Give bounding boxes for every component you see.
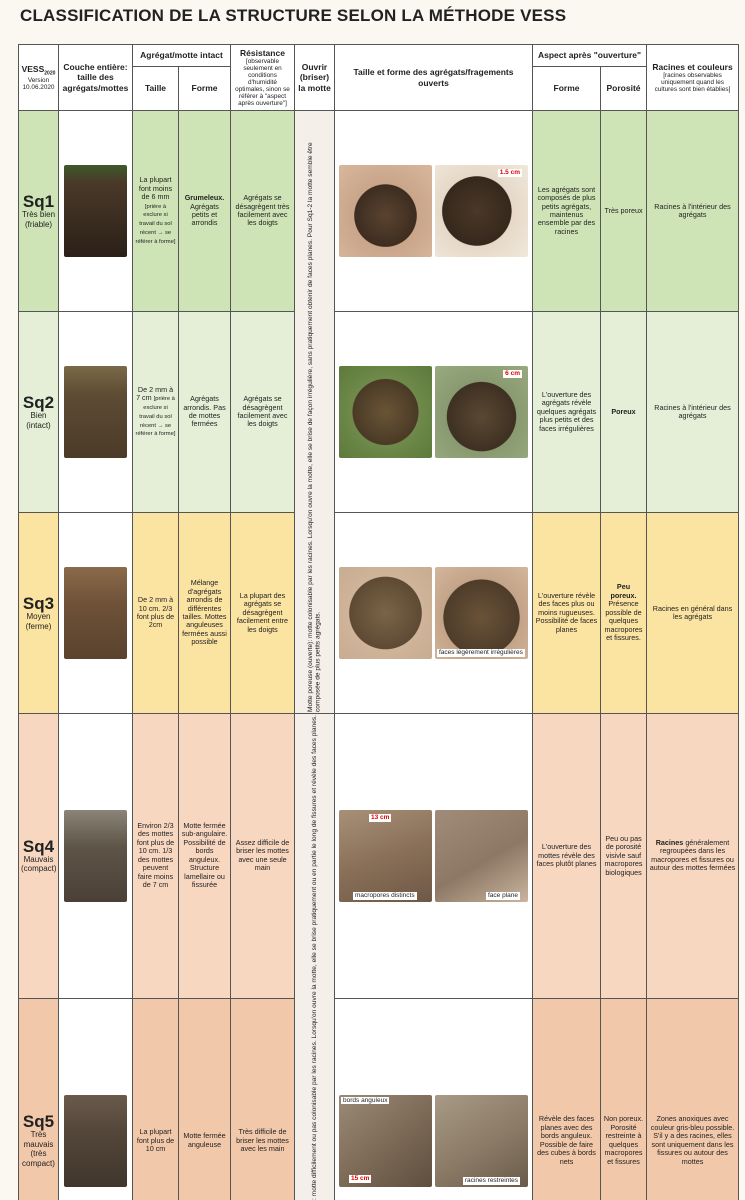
resistance-cell: Agrégats se désagrègent facilement avec les doigts bbox=[231, 312, 295, 513]
forme2-cell: L'ouverture révèle des faces plus ou moins rugueuses. Possibilité de faces planes bbox=[533, 513, 601, 714]
forme2-cell: Révèle des faces planes avec des bbox=[533, 998, 601, 1200]
aggregate-photos: bords anguleux bbox=[335, 998, 533, 1200]
forme-cell: Grumeleux. Agrégats petits et arrondis bbox=[179, 111, 231, 312]
forme-cell: Agrégats arrondis. Pas de mottes fermées bbox=[179, 312, 231, 513]
porosite-cell: Très poreux bbox=[601, 111, 647, 312]
header-taille: Taille bbox=[133, 67, 179, 111]
header-ouvrir: Ouvrir (briser) la motte bbox=[295, 45, 335, 111]
header-couche: Couche entière: taille des agrégats/mottes bbox=[59, 45, 133, 111]
forme-cell: Motte fermée sub-angulaire. Possibilité de bords anguleux. Structure lamellaire ou fissurée bbox=[179, 714, 231, 999]
porosite-cell: Peu ou pas de porosité visivle sauf macropores biologiques bbox=[601, 714, 647, 999]
porosite-cell: Non poreux. Porosité bbox=[601, 998, 647, 1200]
resistance-cell bbox=[231, 998, 295, 1200]
forme-cell bbox=[179, 998, 231, 1200]
racines-cell: Racines en général dans les agrégats bbox=[647, 513, 739, 714]
ouvrir-dense-cell: Motte peu poreuse (fermée): motte difficilement ou pas colonisable par les racines. Lorsqu'on ouvre la motte, elle se brise pratiquement ou en partie le long de fissures et révèle des faces planes. bbox=[295, 714, 335, 1200]
sq-cell: Sq2 Bien (intact) bbox=[19, 312, 59, 513]
soil-core-photo bbox=[59, 513, 133, 714]
aggregate-photos: 6 cm bbox=[335, 312, 533, 513]
taille-cell: De 2 mm à 10 cm. 2/3 font plus de 2cm bbox=[133, 513, 179, 714]
forme-cell: Mélange d'agrégats arrondis de différentes tailles. Mottes anguleuses fermées aussi possible bbox=[179, 513, 231, 714]
page-title: CLASSIFICATION DE LA STRUCTURE SELON LA MÉTHODE VESS bbox=[20, 6, 566, 26]
taille-cell: Environ 2/3 des mottes font plus de 10 cm. 1/3 des mottes peuvent faire moins de 7 cm bbox=[133, 714, 179, 999]
table-row-sq2 bbox=[19, 312, 739, 513]
header-forme2: Forme bbox=[533, 67, 601, 111]
porosite-cell: Poreux bbox=[601, 312, 647, 513]
resistance-cell: La plupart des agrégats se désagrègent facilement entre les doigts bbox=[231, 513, 295, 714]
table-row-sq4 bbox=[19, 714, 739, 999]
soil-core-photo bbox=[59, 998, 133, 1200]
resistance-cell: Agrégats se désagrègent très facilement avec les doigts bbox=[231, 111, 295, 312]
header-forme: Forme bbox=[179, 67, 231, 111]
resistance-cell: Assez difficile de briser les mottes avec une seule main bbox=[231, 714, 295, 999]
ouvrir-porous-cell: Motte poreuse (ouverte): motte colonisable par les racines. Lorsqu'on ouvre la motte, elle se brise de façon irrégulière, sans pratiquement obtenir de faces planes. Pour Sq1-2 la motte semble être composée de plus petits agrégats. bbox=[295, 111, 335, 714]
sq-cell: Sq1 Très bien (friable) bbox=[19, 111, 59, 312]
forme2-cell: L'ouverture des agrégats révèle quelques agrégats plus petits et des faces irrégulières bbox=[533, 312, 601, 513]
table-row-sq1 bbox=[19, 111, 739, 312]
soil-core-photo bbox=[59, 714, 133, 999]
sq-cell: Sq4 Mauvais (compact) bbox=[19, 714, 59, 999]
header-resistance: Résistance [observable seulement en conditions d'humidité optimales, sinon se référer à "aspect après ouverture"] bbox=[231, 45, 295, 111]
taille-cell: De 2 mm à 7 cm [prière à exclure si travail du sol récent → se référer à forme] bbox=[133, 312, 179, 513]
racines-cell: Zones anoxiques avec couleur gris-bleu possible. bbox=[647, 998, 739, 1200]
forme2-cell: L'ouverture des mottes révèle des faces plutôt planes bbox=[533, 714, 601, 999]
header-taille-forme: Taille et forme des agrégats/fragements ouverts bbox=[335, 45, 533, 111]
taille-cell bbox=[133, 998, 179, 1200]
table-row-sq5 bbox=[19, 998, 739, 1200]
racines-cell: Racines généralement regroupées dans les macropores et fissures ou autour des mottes fermées bbox=[647, 714, 739, 999]
aggregate-photos: 13 cm macropores distincts face plane bbox=[335, 714, 533, 999]
sq-cell: Sq3 Moyen (ferme) bbox=[19, 513, 59, 714]
table-row-sq3 bbox=[19, 513, 739, 714]
vess-table bbox=[18, 44, 739, 1200]
header-vess: $VESS_{2020}$ Version 10.06.2020 bbox=[19, 45, 59, 111]
forme2-cell: Les agrégats sont composés de plus petits agrégats, maintenus ensemble par des racines bbox=[533, 111, 601, 312]
aggregate-photos: faces légèrement irrégulières bbox=[335, 513, 533, 714]
taille-cell: La plupart font moins de 6 mm [prière à exclure si travail du sol récent → se référer à forme] bbox=[133, 111, 179, 312]
aggregate-photos: 1.5 cm bbox=[335, 111, 533, 312]
racines-cell: Racines à l'intérieur des agrégats bbox=[647, 312, 739, 513]
soil-core-photo bbox=[59, 111, 133, 312]
racines-cell: Racines à l'intérieur des agrégats bbox=[647, 111, 739, 312]
porosite-cell: Peu poreux. Présence possible de quelques macropores et fissures. bbox=[601, 513, 647, 714]
header-aspect: Aspect après "ouverture" bbox=[533, 45, 647, 67]
soil-core-photo bbox=[59, 312, 133, 513]
header-porosite: Porosité bbox=[601, 67, 647, 111]
header-racines: Racines et couleurs [racines observables uniquement quand les cultures sont bien établies] bbox=[647, 45, 739, 111]
sq-cell: Sq5 bbox=[19, 998, 59, 1200]
header-agregat: Agrégat/motte intact bbox=[133, 45, 231, 67]
